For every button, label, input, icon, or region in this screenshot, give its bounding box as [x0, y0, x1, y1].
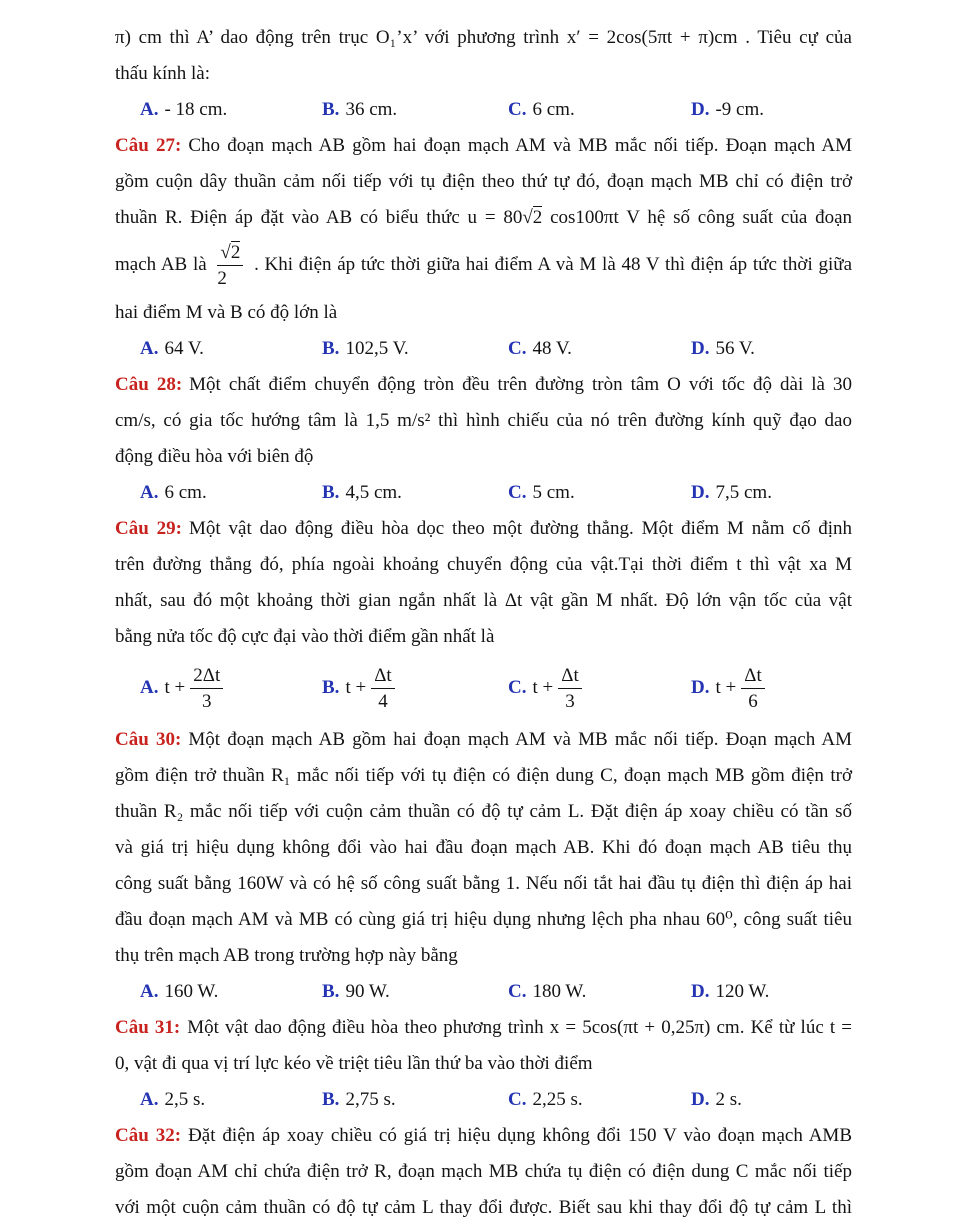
radicand: 2	[230, 242, 241, 263]
answer-text: 64 V.	[164, 338, 204, 359]
question-text-line	[115, 1190, 852, 1226]
fraction	[190, 663, 223, 714]
question-text-line	[115, 1046, 852, 1082]
answer-label: D.	[691, 1089, 710, 1110]
question-number: Câu 27:	[115, 135, 182, 156]
answer-text: 2,5 s.	[164, 1089, 206, 1110]
answer-label: D.	[691, 981, 710, 1002]
answer-option-a	[140, 92, 322, 128]
question-text-line	[115, 938, 852, 974]
answer-option-d	[691, 92, 852, 128]
answer-text: -9 cm.	[715, 99, 765, 120]
answer-label: B.	[322, 676, 340, 698]
question-text: Một chất điểm chuyển động tròn đều trên đường tròn tâm O với tốc độ dài là 30	[189, 374, 852, 395]
radical-sign: √	[220, 242, 231, 263]
answer-text: 56 V.	[715, 338, 755, 359]
question-text: đầu đoạn mạch AM và MB có cùng giá trị hiệu dụng nhưng lệch pha nhau 60⁰, công suất tiêu	[115, 909, 852, 930]
question-text-line	[115, 1118, 852, 1154]
answer-option-d	[691, 1082, 852, 1118]
question-text: . Khi điện áp tức thời giữa hai điểm A và M là 48 V thì điện áp tức thời giữa	[254, 253, 853, 275]
answer-row	[115, 331, 852, 367]
question-text-line	[115, 56, 852, 92]
question-text: Một vật dao động điều hòa dọc theo một đường thẳng. Một điểm M nằm cố định	[189, 518, 852, 539]
fraction	[558, 663, 582, 714]
answer-label: A.	[140, 676, 159, 698]
fraction-denominator: 4	[378, 691, 388, 712]
answer-label: B.	[322, 981, 340, 1002]
answer-option-b	[322, 1082, 508, 1118]
answer-label: A.	[140, 99, 159, 120]
answer-text: 160 W.	[164, 981, 219, 1002]
answer-label: A.	[140, 482, 159, 503]
answer-label: B.	[322, 482, 340, 503]
fraction-numerator: 2Δt	[190, 663, 223, 689]
fraction-numerator: Δt	[741, 663, 765, 689]
answer-text: t +	[164, 676, 186, 698]
fraction-numerator: Δt	[371, 663, 395, 689]
question-text: cm/s, có gia tốc hướng tâm là 1,5 m/s² thì hình chiếu của nó trên đường kính quỹ đạo dao	[115, 410, 852, 431]
answer-option-a	[140, 974, 322, 1010]
answer-option-a	[140, 663, 322, 714]
answer-option-c	[508, 1082, 691, 1118]
question-text-line	[115, 439, 852, 475]
fraction-denominator: 3	[201, 691, 212, 712]
question-number: Câu 31:	[115, 1017, 181, 1038]
answer-label: B.	[322, 338, 340, 359]
question-text-line	[115, 236, 852, 295]
question-text: Một đoạn mạch AB gồm hai đoạn mạch AM và MB mắc nối tiếp. Đoạn mạch AM	[188, 729, 852, 750]
question-text-line	[115, 619, 852, 655]
question-text: thụ trên mạch AB trong trường hợp này bằng	[115, 945, 458, 966]
answer-label: B.	[322, 99, 340, 120]
question-text: gồm cuộn dây thuần cảm nối tiếp với tụ điện theo thứ tự đó, đoạn mạch MB chỉ có điện trở	[115, 171, 852, 192]
question-text: Cho đoạn mạch AB gồm hai đoạn mạch AM và MB mắc nối tiếp. Đoạn mạch AM	[188, 135, 852, 156]
question-text: bằng nửa tốc độ cực đại vào thời điểm gần nhất là	[115, 626, 495, 647]
question-text-line	[115, 295, 852, 331]
answer-option-a	[140, 1082, 322, 1118]
answer-text: 102,5 V.	[345, 338, 409, 359]
answer-text: t +	[345, 676, 367, 698]
fraction	[217, 240, 243, 291]
answer-option-b	[322, 663, 508, 714]
question-text: thấu kính là:	[115, 63, 210, 84]
answer-label: C.	[508, 482, 527, 503]
fraction-denominator: 3	[565, 691, 575, 712]
question-text-line	[115, 866, 852, 902]
answer-text: 6 cm.	[532, 99, 575, 120]
question-text: với một cuộn cảm thuần có độ tự cảm L thay đổi được. Biết sau khi thay đổi độ tự cảm L thì	[115, 1197, 852, 1218]
question-text: nhất, sau đó một khoảng thời gian ngắn nhất là Δt vật gần M nhất. Độ lớn vận tốc của vật	[115, 590, 852, 611]
question-text: Đặt điện áp xoay chiều có giá trị hiệu dụng không đổi 150 V vào đoạn mạch AMB	[188, 1125, 852, 1146]
answer-text: 2,75 s.	[345, 1089, 396, 1110]
answer-option-d	[691, 475, 852, 511]
question-text-line	[115, 794, 852, 830]
question-27	[115, 128, 852, 367]
fraction-denominator: 2	[217, 268, 227, 289]
answer-text: 5 cm.	[532, 482, 575, 503]
question-text: mạch AB là	[115, 253, 207, 275]
question-text-line	[115, 403, 852, 439]
answer-option-d	[691, 331, 852, 367]
answer-row	[115, 1082, 852, 1118]
fraction	[741, 663, 765, 714]
answer-option-b	[322, 92, 508, 128]
answer-text: 4,5 cm.	[345, 482, 402, 503]
question-text-line	[115, 758, 852, 794]
question-text-line	[115, 164, 852, 200]
question-text-line	[115, 547, 852, 583]
fraction-numerator: Δt	[558, 663, 582, 689]
question-text: 0, vật đi qua vị trí lực kéo về triệt tiêu lần thứ ba vào thời điểm	[115, 1053, 593, 1074]
question-text-line	[115, 367, 852, 403]
answer-label: D.	[691, 338, 710, 359]
radicand: 2	[532, 207, 543, 228]
answer-text: 36 cm.	[345, 99, 398, 120]
question-text: thuần R₂ mắc nối tiếp với cuộn cảm thuần có độ tự cảm L. Đặt điện áp xoay chiều có tần số	[115, 801, 852, 822]
answer-text: t +	[715, 676, 737, 698]
question-number: Câu 28:	[115, 374, 183, 395]
answer-text: 2 s.	[715, 1089, 742, 1110]
answer-option-c	[508, 974, 691, 1010]
answer-label: A.	[140, 981, 159, 1002]
question-text-line	[115, 830, 852, 866]
question-31	[115, 1010, 852, 1118]
fraction	[371, 663, 395, 714]
answer-label: C.	[508, 1089, 527, 1110]
answer-text: 48 V.	[532, 338, 572, 359]
question-30	[115, 722, 852, 1010]
question-32	[115, 1118, 852, 1226]
answer-option-d	[691, 663, 852, 714]
answer-text: 7,5 cm.	[715, 482, 772, 503]
question-text-line	[115, 200, 852, 236]
question-number: Câu 32:	[115, 1125, 182, 1146]
question-text-line	[115, 902, 852, 938]
answer-row	[115, 475, 852, 511]
question-text-line	[115, 128, 852, 164]
answer-label: B.	[322, 1089, 340, 1110]
answer-label: D.	[691, 676, 710, 698]
question-29	[115, 511, 852, 722]
question-text: thuần R. Điện áp đặt vào AB có biểu thức u = 80√	[115, 207, 533, 228]
question-28	[115, 367, 852, 511]
answer-option-c	[508, 331, 691, 367]
question-text-line	[115, 722, 852, 758]
question-text-line	[115, 511, 852, 547]
question-text: gồm điện trở thuần R₁ mắc nối tiếp với tụ điện có điện dung C, đoạn mạch MB gồm điện trở	[115, 765, 852, 786]
answer-text: - 18 cm.	[164, 99, 228, 120]
answer-option-c	[508, 475, 691, 511]
answer-text: 120 W.	[715, 981, 770, 1002]
answer-row	[115, 655, 852, 722]
answer-option-b	[322, 475, 508, 511]
answer-label: C.	[508, 338, 527, 359]
question-text-line	[115, 20, 852, 56]
question-number: Câu 29:	[115, 518, 182, 539]
answer-text: 6 cm.	[164, 482, 207, 503]
answer-option-b	[322, 331, 508, 367]
answer-text: 2,25 s.	[532, 1089, 583, 1110]
question-text: gồm đoạn AM chỉ chứa điện trở R, đoạn mạch MB chứa tụ điện có điện dung C mắc nối tiếp	[115, 1161, 852, 1182]
answer-option-a	[140, 475, 322, 511]
answer-label: D.	[691, 482, 710, 503]
question-number: Câu 30:	[115, 729, 182, 750]
question-text: động điều hòa với biên độ	[115, 446, 314, 467]
question-text: trên đường thẳng đó, phía ngoài khoảng chuyển động của vật.Tại thời điểm t thì vật xa M	[115, 554, 852, 575]
answer-option-c	[508, 663, 691, 714]
answer-label: D.	[691, 99, 710, 120]
answer-label: A.	[140, 338, 159, 359]
answer-label: C.	[508, 676, 527, 698]
answer-option-d	[691, 974, 852, 1010]
answer-option-b	[322, 974, 508, 1010]
question-text: và giá trị hiệu dụng không đổi vào hai đầu đoạn mạch AB. Khi đó đoạn mạch AB tiêu thụ	[115, 837, 852, 858]
question-text: hai điểm M và B có độ lớn là	[115, 302, 338, 323]
question-text: Một vật dao động điều hòa theo phương trình x = 5cos(πt + 0,25π) cm. Kể từ lúc t =	[187, 1017, 852, 1038]
question-text: cos100πt V hệ số công suất của đoạn	[542, 207, 852, 228]
fraction-denominator: 6	[748, 691, 758, 712]
question-text-line	[115, 1154, 852, 1190]
question-text: công suất bằng 160W và có hệ số công suất bằng 1. Nếu nối tắt hai đầu tụ điện thì điện áp hai	[115, 873, 852, 894]
answer-row	[115, 974, 852, 1010]
question-26-continuation	[115, 20, 852, 128]
question-text: π) cm thì A’ dao động trên trục O₁’x’ với phương trình x′ = 2cos(5πt + π)cm . Tiêu cự của	[115, 27, 852, 48]
question-text-line	[115, 1010, 852, 1046]
answer-label: A.	[140, 1089, 159, 1110]
answer-text: t +	[532, 676, 554, 698]
answer-option-c	[508, 92, 691, 128]
answer-text: 180 W.	[532, 981, 587, 1002]
answer-text: 90 W.	[345, 981, 390, 1002]
answer-row	[115, 92, 852, 128]
answer-label: C.	[508, 99, 527, 120]
fraction-numerator	[217, 240, 243, 266]
answer-option-a	[140, 331, 322, 367]
question-text-line	[115, 583, 852, 619]
answer-label: C.	[508, 981, 527, 1002]
